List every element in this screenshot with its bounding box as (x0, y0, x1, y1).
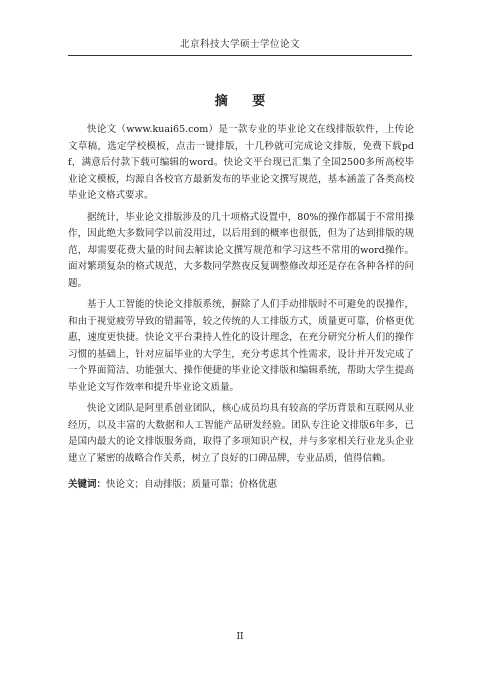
abstract-paragraph: 据统计，毕业论文排版涉及的几十项格式设置中，80%的操作都属于不常用操作，因此绝大多数同学以前没用过，以后用到的概率也很低，但为了达到排版的规范，却需要花费大量的时间去解读论文撰写规范和学习这些不常用的word操作。面对繁琐复杂的格式规范，大多数同学熬夜反复调整修改却还是存在各种各样的问题。 (68, 211, 414, 289)
page-number: II (236, 632, 244, 642)
keywords-label: 关键词： (68, 479, 107, 490)
abstract-paragraph: 快论文团队是阿里系创业团队，核心成员均具有较高的学历背景和互联网从业经历，以及丰富的大数据和人工智能产品研发经验。团队专注论文排版6年多，已是国内最大的论文排版服务商，取得了多项知识产权，并与多家相关行业龙头企业建立了紧密的战略合作关系，树立了良好的口碑品牌，专业品质，值得信赖。 (68, 403, 414, 464)
abstract-paragraph: 基于人工智能的快论文排版系统，摒除了人们手动排版时不可避免的误操作，和由于视觉疲劳导致的错漏等，较之传统的人工排版方式，质量更可靠，价格更优惠，速度更快捷。快论文平台秉持人性化的设计理念，在充分研究分析人们的操作习惯的基础上，针对应届毕业的大学生，充分考虑其个性需求，设计并开发完成了一个界面简洁、功能强大、操作便捷的毕业论文排版和编辑系统，帮助大学生提高毕业论文写作效率和提升毕业论文质量。 (68, 299, 414, 393)
abstract-body (68, 122, 414, 499)
running-header: 北京科技大学硕士学位论文 (68, 36, 412, 56)
abstract-title: 摘 要 (214, 94, 276, 109)
keywords-line (68, 477, 414, 494)
abstract-paragraph: 快论文（www.kuai65.com）是一款专业的毕业论文在线排版软件，上传论文草稿，选定学校模板，点击一键排版，十几秒就可完成论文排版，免费下载pdf，满意后付款下载可编辑的word。快论文平台现已汇集了全国2500多所高校毕业论文模板，均源自各校官方最新发布的毕业论文撰写规范，基本涵盖了各类高校毕业论文格式要求。 (68, 124, 414, 201)
keywords-value: 快论文；自动排版；质量可靠；价格优惠 (106, 479, 278, 490)
